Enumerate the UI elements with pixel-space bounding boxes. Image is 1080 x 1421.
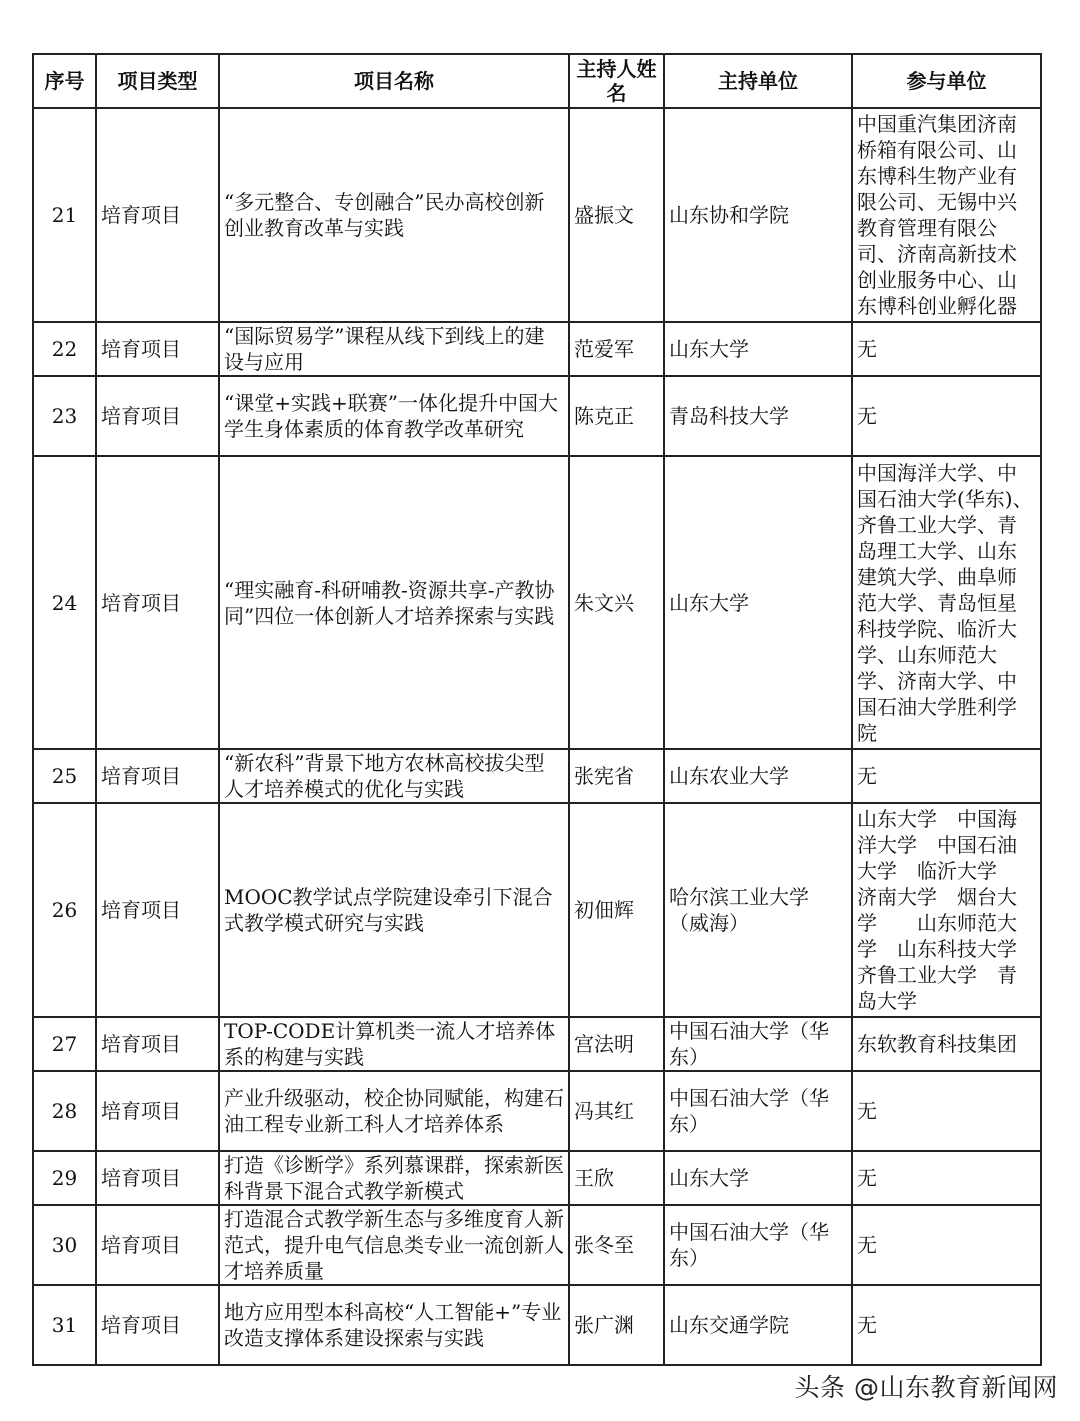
cell-partner-units: 无	[852, 322, 1041, 376]
table-row	[33, 1205, 1041, 1285]
cell-host-unit: 青岛科技大学	[664, 376, 852, 456]
cell-project-name: 地方应用型本科高校“人工智能+”专业改造支撑体系建设探索与实践	[219, 1285, 569, 1365]
cell-partner-units: 中国海洋大学、中国石油大学(华东)、齐鲁工业大学、青岛理工大学、山东建筑大学、曲阜师范大学、青岛恒星科技学院、临沂大学、山东师范大学、济南大学、中国石油大学胜利学院	[852, 456, 1041, 749]
cell-host-unit: 中国石油大学（华东）	[664, 1017, 852, 1071]
cell-project-type: 培育项目	[96, 376, 219, 456]
cell-project-type: 培育项目	[96, 749, 219, 803]
cell-project-name: “多元整合、专创融合”民办高校创新创业教育改革与实践	[219, 108, 569, 322]
cell-partner-units: 无	[852, 1285, 1041, 1365]
cell-project-name: “理实融育-科研哺教-资源共享-产教协同”四位一体创新人才培养探索与实践	[219, 456, 569, 749]
cell-index: 30	[33, 1205, 96, 1285]
cell-index: 24	[33, 456, 96, 749]
cell-project-type: 培育项目	[96, 108, 219, 322]
cell-project-name: 产业升级驱动，校企协同赋能，构建石油工程专业新工科人才培养体系	[219, 1071, 569, 1151]
cell-partner-units: 山东大学 中国海洋大学 中国石油大学 临沂大学 济南大学 烟台大学 山东师范大学 山东科技大学 齐鲁工业大学 青岛大学	[852, 803, 1041, 1017]
cell-project-name: “课堂+实践+联赛”一体化提升中国大学生身体素质的体育教学改革研究	[219, 376, 569, 456]
table-row	[33, 1151, 1041, 1205]
cell-project-name: “新农科”背景下地方农林高校拔尖型人才培养模式的优化与实践	[219, 749, 569, 803]
cell-index: 25	[33, 749, 96, 803]
table-header-row	[33, 54, 1041, 108]
cell-partner-units: 无	[852, 376, 1041, 456]
cell-index: 31	[33, 1285, 96, 1365]
cell-host-name: 初佃辉	[569, 803, 664, 1017]
cell-project-type: 培育项目	[96, 1151, 219, 1205]
cell-host-name: 冯其红	[569, 1071, 664, 1151]
cell-index: 26	[33, 803, 96, 1017]
cell-project-type: 培育项目	[96, 1285, 219, 1365]
cell-partner-units: 无	[852, 1151, 1041, 1205]
header-project-type: 项目类型	[96, 54, 219, 108]
project-table	[32, 53, 1042, 1366]
header-host-unit: 主持单位	[664, 54, 852, 108]
cell-index: 29	[33, 1151, 96, 1205]
table-row	[33, 1017, 1041, 1071]
cell-host-unit: 山东大学	[664, 456, 852, 749]
cell-host-unit: 山东农业大学	[664, 749, 852, 803]
cell-index: 23	[33, 376, 96, 456]
header-host-name: 主持人姓名	[569, 54, 664, 108]
cell-index: 28	[33, 1071, 96, 1151]
cell-partner-units: 无	[852, 1071, 1041, 1151]
table-row	[33, 322, 1041, 376]
cell-host-name: 陈克正	[569, 376, 664, 456]
table-row	[33, 456, 1041, 749]
table-row	[33, 749, 1041, 803]
cell-project-type: 培育项目	[96, 1017, 219, 1071]
cell-host-unit: 山东协和学院	[664, 108, 852, 322]
table-row	[33, 376, 1041, 456]
table-row	[33, 108, 1041, 322]
cell-host-name: 盛振文	[569, 108, 664, 322]
cell-index: 22	[33, 322, 96, 376]
cell-project-name: TOP-CODE计算机类一流人才培养体系的构建与实践	[219, 1017, 569, 1071]
table-row	[33, 1285, 1041, 1365]
table-row	[33, 1071, 1041, 1151]
cell-host-unit: 山东大学	[664, 322, 852, 376]
cell-host-unit: 哈尔滨工业大学（威海）	[664, 803, 852, 1017]
cell-partner-units: 中国重汽集团济南桥箱有限公司、山东博科生物产业有限公司、无锡中兴教育管理有限公司、济南高新技术创业服务中心、山东博科创业孵化器	[852, 108, 1041, 322]
cell-project-type: 培育项目	[96, 322, 219, 376]
cell-index: 27	[33, 1017, 96, 1071]
cell-host-unit: 山东大学	[664, 1151, 852, 1205]
cell-project-name: “国际贸易学”课程从线下到线上的建设与应用	[219, 322, 569, 376]
header-partner-units: 参与单位	[852, 54, 1041, 108]
cell-index: 21	[33, 108, 96, 322]
cell-partner-units: 无	[852, 1205, 1041, 1285]
cell-project-name: 打造《诊断学》系列慕课群，探索新医科背景下混合式教学新模式	[219, 1151, 569, 1205]
cell-project-type: 培育项目	[96, 1205, 219, 1285]
cell-project-type: 培育项目	[96, 803, 219, 1017]
header-index: 序号	[33, 54, 96, 108]
cell-host-unit: 中国石油大学（华东）	[664, 1205, 852, 1285]
cell-project-name: MOOC教学试点学院建设牵引下混合式教学模式研究与实践	[219, 803, 569, 1017]
cell-host-unit: 山东交通学院	[664, 1285, 852, 1365]
source-watermark: 头条 @山东教育新闻网	[794, 1373, 1058, 1402]
cell-host-name: 张冬至	[569, 1205, 664, 1285]
cell-host-name: 王欣	[569, 1151, 664, 1205]
cell-host-name: 张广渊	[569, 1285, 664, 1365]
cell-host-name: 朱文兴	[569, 456, 664, 749]
cell-project-type: 培育项目	[96, 1071, 219, 1151]
cell-partner-units: 东软教育科技集团	[852, 1017, 1041, 1071]
cell-host-unit: 中国石油大学（华东）	[664, 1071, 852, 1151]
cell-host-name: 宫法明	[569, 1017, 664, 1071]
cell-host-name: 范爱军	[569, 322, 664, 376]
table-row	[33, 803, 1041, 1017]
cell-project-type: 培育项目	[96, 456, 219, 749]
cell-host-name: 张宪省	[569, 749, 664, 803]
header-project-name: 项目名称	[219, 54, 569, 108]
cell-project-name: 打造混合式教学新生态与多维度育人新范式，提升电气信息类专业一流创新人才培养质量	[219, 1205, 569, 1285]
cell-partner-units: 无	[852, 749, 1041, 803]
